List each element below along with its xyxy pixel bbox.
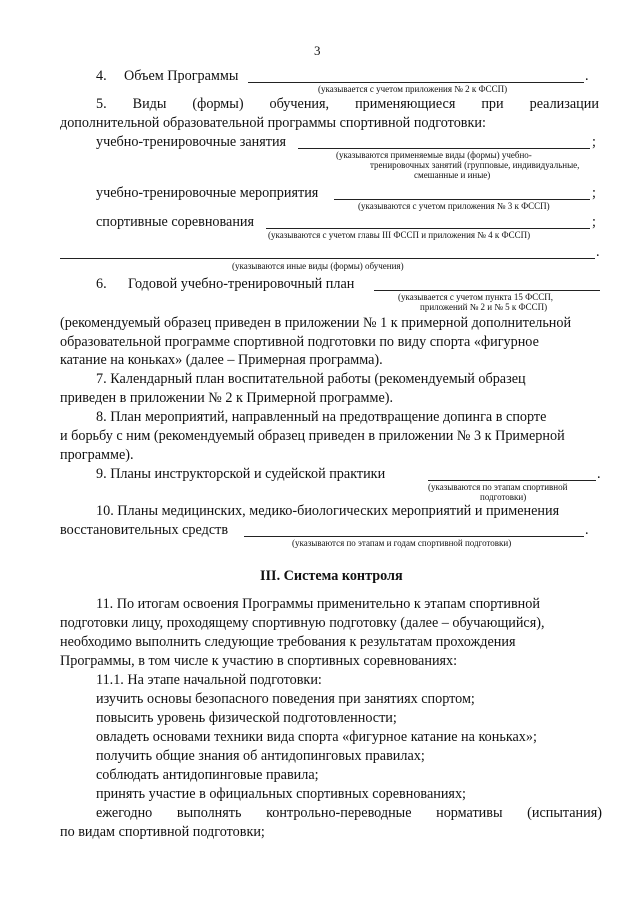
- last-item-word: (испытания): [527, 805, 602, 821]
- item-5-b-end: ;: [592, 185, 596, 201]
- item-7-line-2: приведен в приложении № 2 к Примерной программе).: [60, 390, 394, 406]
- item-4-end: .: [585, 68, 589, 84]
- list-item: изучить основы безопасного поведения при занятиях спортом;: [96, 691, 475, 707]
- item-5-d-end: .: [596, 244, 600, 260]
- item-6-text: Годовой учебно-тренировочный план: [128, 276, 355, 292]
- item-5-word: обучения,: [269, 96, 330, 112]
- last-item-word: выполнять: [176, 805, 242, 821]
- item-9-text: 9. Планы инструкторской и судейской практики: [96, 466, 386, 482]
- item-5-a-note-1: (указываются применяемые виды (формы) учебно-: [336, 150, 532, 160]
- p11-last-line: Программы, в том числе к участию в спортивных соревнованиях:: [60, 653, 458, 669]
- item-5-a-end: ;: [592, 134, 596, 150]
- last-item-word: ежегодно: [96, 805, 153, 821]
- item-5-b-fill-line: [334, 199, 590, 200]
- item-5-word: реализации: [529, 96, 599, 112]
- item-9-fill-line: [428, 480, 596, 481]
- item-9-note-2: подготовки): [480, 492, 527, 502]
- item-5-a-note-3: смешанные и иные): [414, 170, 491, 180]
- p11-line: подготовки лицу, проходящему спортивную подготовку (далее – обучающийся),: [60, 615, 545, 631]
- item-5-word: Виды: [132, 96, 167, 112]
- last-item-line-2: по видам спортивной подготовки;: [60, 824, 265, 840]
- item-4-text: Объем Программы: [124, 68, 239, 84]
- item-10-label: восстановительных средств: [60, 522, 229, 538]
- item-5-d-note: (указываются иные виды (формы) обучения): [232, 261, 404, 271]
- item-5-line-1: [96, 96, 599, 113]
- item-10-line-1: 10. Планы медицинских, медико-биологических мероприятий и применения: [96, 503, 560, 519]
- item-5-b-note: (указываются с учетом приложения № 3 к ФССП): [358, 201, 550, 211]
- item-5-word: (формы): [192, 96, 244, 112]
- item-5-a-label: учебно-тренировочные занятия: [96, 134, 287, 150]
- last-item-line-1: [96, 805, 602, 822]
- item-5-c-end: ;: [592, 214, 596, 230]
- item-6-note-1: (указывается с учетом пункта 15 ФССП,: [398, 292, 554, 302]
- p11-line: 11. По итогам освоения Программы применительно к этапам спортивной: [96, 596, 540, 612]
- item-5-word: 5.: [96, 96, 107, 112]
- item-5-a-fill-line: [298, 148, 590, 149]
- item-10-end: .: [585, 522, 589, 538]
- list-item: получить общие знания об антидопинговых правилах;: [96, 748, 425, 764]
- item-5-c-label: спортивные соревнования: [96, 214, 255, 230]
- item-8-line-2: и борьбу с ним (рекомендуемый образец приведен в приложении № 3 к Примерной: [60, 428, 565, 444]
- item-5-b-label: учебно-тренировочные мероприятия: [96, 185, 319, 201]
- list-item: повысить уровень физической подготовленности;: [96, 710, 397, 726]
- item-6-fill-line: [374, 290, 600, 291]
- page-number: 3: [314, 43, 321, 58]
- item-5-word: при: [481, 96, 504, 112]
- last-item-word: нормативы: [436, 805, 503, 821]
- item-6-line: (рекомендуемый образец приведен в приложении № 1 к примерной дополнительной: [60, 315, 572, 331]
- item-7-line-1: 7. Календарный план воспитательной работы (рекомендуемый образец: [96, 371, 526, 387]
- last-item-word: контрольно-переводные: [266, 805, 412, 821]
- item-6-note-2: приложений № 2 и № 5 к ФССП): [420, 302, 548, 312]
- item-5-d-fill-line: [60, 258, 595, 259]
- section-heading: III. Система контроля: [260, 568, 403, 584]
- sub-heading: 11.1. На этапе начальной подготовки:: [96, 672, 322, 688]
- list-item: принять участие в официальных спортивных соревнованиях;: [96, 786, 466, 802]
- item-5-word: применяющиеся: [355, 96, 456, 112]
- item-10-fill-line: [244, 536, 584, 537]
- item-6-line: образовательной программе спортивной подготовки по виду спорта «фигурное: [60, 334, 539, 350]
- item-4-note: (указывается с учетом приложения № 2 к ФССП): [318, 84, 508, 94]
- list-item: соблюдать антидопинговые правила;: [96, 767, 319, 783]
- list-item: овладеть основами техники вида спорта «фигурное катание на коньках»;: [96, 729, 537, 745]
- item-8-line-1: 8. План мероприятий, направленный на предотвращение допинга в спорте: [96, 409, 547, 425]
- p11-line: необходимо выполнить следующие требования к результатам прохождения: [60, 634, 516, 650]
- item-5-c-note: (указываются с учетом главы III ФССП и приложения № 4 к ФССП): [268, 230, 531, 240]
- item-5-line-2: дополнительной образовательной программы спортивной подготовки:: [60, 115, 486, 131]
- item-10-note: (указываются по этапам и годам спортивной подготовки): [292, 538, 512, 548]
- item-5-c-fill-line: [266, 228, 590, 229]
- item-9-end: .: [597, 466, 601, 482]
- item-8-line-3: программе).: [60, 447, 134, 463]
- item-4-fill-line: [248, 82, 584, 83]
- item-9-note-1: (указываются по этапам спортивной: [428, 482, 568, 492]
- item-5-a-note-2: тренировочных занятий (групповые, индивидуальные,: [370, 160, 580, 170]
- item-6-line: катание на коньках» (далее – Примерная программа).: [60, 352, 383, 368]
- item-4-number: 4.: [96, 68, 107, 84]
- item-6-number: 6.: [96, 276, 107, 292]
